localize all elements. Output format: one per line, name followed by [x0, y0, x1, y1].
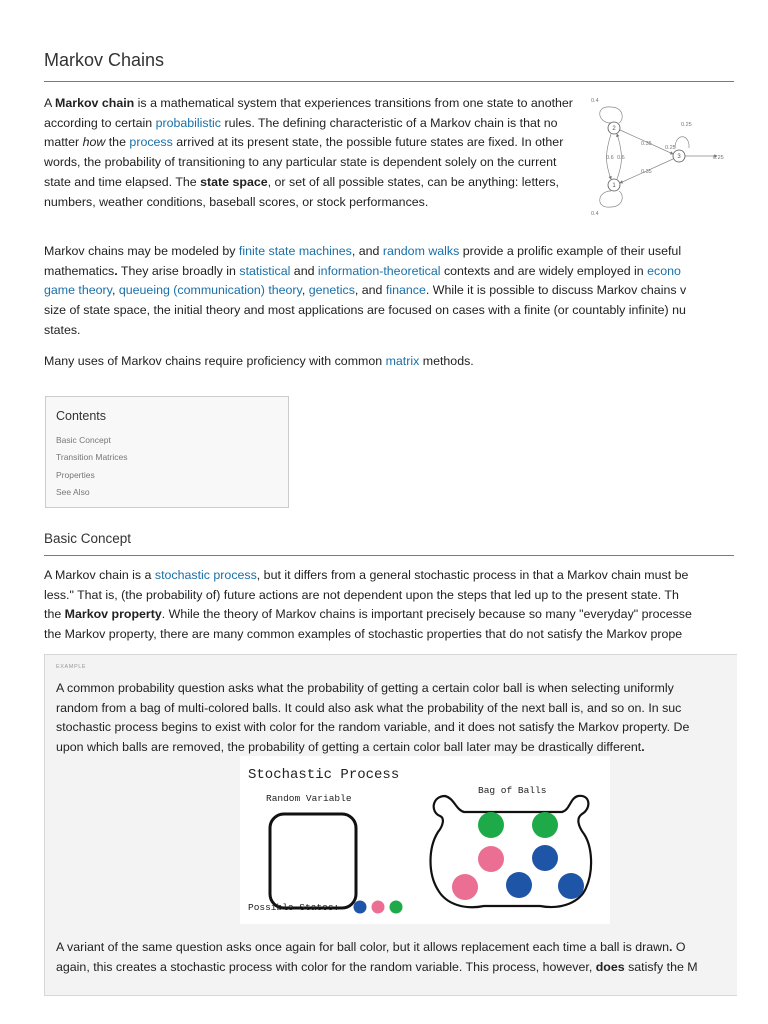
- state-swatch-green: [390, 901, 403, 914]
- bold-term: Markov chain: [55, 96, 135, 110]
- bold-period: .: [641, 740, 645, 755]
- link-statistical[interactable]: statistical: [239, 263, 291, 278]
- bold-term: does: [595, 959, 625, 974]
- text-line: the Markov property, there are many common examples of stochastic properties that do not satisfy the Markov prope: [44, 627, 683, 642]
- node-label: 2: [612, 126, 616, 132]
- toc-title: Contents: [56, 409, 107, 423]
- toc-item-basic-concept[interactable]: Basic Concept: [56, 435, 111, 445]
- edge-self-loop-2: [600, 107, 623, 123]
- edge-self-loop-3: [675, 137, 689, 148]
- text-line: states.: [44, 322, 81, 337]
- link-finite-state-machines[interactable]: finite state machines: [238, 244, 352, 258]
- text-line: less." That is, (the probability of) future actions are not dependent upon the steps that led up to the present state. Th: [44, 587, 679, 602]
- state-swatch-pink: [372, 901, 385, 914]
- ball-green: [532, 812, 558, 838]
- text: provide a prolific example of their useful: [459, 244, 682, 258]
- text: again, this creates a stochastic process with color for the random variable. This process, however,: [56, 959, 596, 974]
- example-label: EXAMPLE: [56, 664, 87, 670]
- text: , and: [351, 244, 383, 258]
- toc-item-properties[interactable]: Properties: [56, 469, 95, 480]
- text-line: stochastic process begins to exist with color for the random variable, and it does not satisfy the Markov property. De: [56, 720, 690, 735]
- edge-label: 0.35: [641, 141, 652, 147]
- link-finance[interactable]: finance: [385, 283, 426, 298]
- stochastic-process-illustration: [240, 756, 610, 924]
- example-box: [44, 654, 737, 996]
- ball-pink: [478, 846, 504, 872]
- text: Many uses of Markov chains require proficiency with common: [44, 354, 386, 368]
- text: A variant of the same question asks once again for ball color, but it allows replacement each time a ball is drawn: [56, 940, 669, 954]
- text: ,: [111, 283, 119, 298]
- text-line: [56, 938, 698, 958]
- edge-label: 0.25: [681, 122, 692, 128]
- edge-label: 0.35: [641, 169, 652, 175]
- text: satisfy the M: [624, 959, 698, 974]
- edge-label: 0.4: [591, 98, 599, 104]
- edge-self-loop-1: [600, 191, 623, 207]
- possible-states-label: Possible States:: [248, 902, 340, 913]
- text: Markov chains may be modeled by: [44, 244, 239, 258]
- ball-pink: [452, 874, 478, 900]
- text-line: [44, 242, 686, 262]
- example-paragraph: [56, 679, 689, 758]
- link-game-theory[interactable]: game theory: [44, 283, 112, 298]
- text: mathematics: [44, 263, 115, 278]
- section-heading-basic-concept: Basic Concept: [44, 531, 132, 546]
- link-random-walks[interactable]: random walks: [382, 244, 460, 258]
- ball-blue: [532, 845, 558, 871]
- bold-term: state space: [200, 174, 268, 189]
- basic-concept-paragraph: [44, 566, 692, 645]
- text: . While it is possible to discuss Markov chains v: [425, 283, 687, 298]
- text-line: [56, 958, 698, 978]
- text-line: [44, 262, 686, 282]
- random-variable-label: Random Variable: [266, 793, 352, 804]
- text: A: [44, 96, 56, 110]
- link-economics[interactable]: econo: [647, 263, 681, 278]
- state-swatch-blue: [354, 901, 367, 914]
- text: the: [105, 135, 130, 150]
- text: upon which balls are removed, the probability of getting a certain color ball later may be drastically different: [56, 740, 642, 755]
- text: O: [672, 940, 686, 954]
- text-line: [44, 566, 692, 586]
- link-process[interactable]: process: [129, 135, 173, 150]
- markov-state-graph: [585, 93, 735, 218]
- text-line: A common probability question asks what the probability of getting a certain color ball is when selecting uniformly: [56, 681, 674, 695]
- bold-period: .: [668, 940, 673, 954]
- text: and: [290, 263, 318, 278]
- title-divider: [44, 81, 734, 82]
- edge-label: 0.6: [606, 155, 614, 161]
- text-line: [44, 605, 692, 625]
- bag-of-balls-label: Bag of Balls: [478, 785, 547, 796]
- random-variable-box: [270, 814, 356, 908]
- text: arrived at its present state, the possible future states are fixed. In other words, the probability of transitioning to any particular state is dependent solely on the current state and time elapsed. The: [44, 135, 564, 189]
- text-line: [44, 281, 686, 301]
- text: They arise broadly in: [117, 263, 240, 278]
- example-variant-paragraph: [56, 938, 698, 977]
- link-genetics[interactable]: genetics: [308, 283, 355, 298]
- toc-item-transition-matrices[interactable]: Transition Matrices: [56, 452, 128, 463]
- text-line: random from a bag of multi-colored balls. It could also ask what the probability of the next ball is, and so on. In suc: [56, 700, 682, 715]
- text-line: [56, 738, 689, 758]
- link-probabilistic[interactable]: probabilistic: [155, 115, 222, 130]
- toc-list: [56, 432, 127, 502]
- bold-period: .: [114, 263, 118, 278]
- page-title: Markov Chains: [44, 50, 165, 70]
- edge-label: 0.25: [713, 155, 724, 161]
- text: methods.: [419, 354, 474, 368]
- text: is a mathematical system that experiences transitions from one state to another according to certain: [44, 96, 573, 130]
- text-line: size of state space, the initial theory and most applications are focused on cases with a finite (or countably infinite) nu: [44, 303, 686, 318]
- section-divider: [44, 555, 734, 556]
- ball-blue: [558, 873, 584, 899]
- matrix-paragraph: [44, 352, 474, 372]
- text: . While the theory of Markov chains is important precisely because so many "everyday" processe: [161, 607, 692, 622]
- node-label: 1: [612, 183, 616, 189]
- node-label: 3: [677, 154, 681, 160]
- intro-paragraph: [44, 94, 574, 212]
- text: ,: [301, 283, 309, 298]
- text: , but it differs from a general stochastic process in that a Markov chain must be: [256, 568, 689, 582]
- edge-label: 0.6: [617, 155, 625, 161]
- text: , and: [354, 283, 386, 298]
- link-stochastic-process[interactable]: stochastic process: [154, 568, 257, 582]
- table-of-contents: [45, 396, 289, 508]
- text: contexts and are widely employed in: [440, 263, 648, 278]
- illustration-title: Stochastic Process: [248, 767, 400, 783]
- link-queueing-theory[interactable]: queueing (communication) theory: [118, 283, 302, 298]
- text: A Markov chain is a: [44, 568, 155, 582]
- link-matrix[interactable]: matrix: [385, 354, 420, 368]
- text: rules. The defining characteristic of a Markov chain is that no matter: [44, 115, 558, 150]
- text: , or set of all possible states, can be anything: letters, numbers, weather conditions, baseball scores, or stock performances.: [44, 174, 559, 209]
- text: the: [44, 607, 65, 622]
- italic-term: how: [82, 135, 106, 150]
- ball-blue: [506, 872, 532, 898]
- edge-label: 0.25: [665, 145, 676, 151]
- applications-paragraph: [44, 242, 686, 341]
- bold-term: Markov property: [64, 607, 162, 622]
- link-information-theoretical[interactable]: information-theoretical: [317, 263, 441, 278]
- ball-green: [478, 812, 504, 838]
- edge-label: 0.4: [591, 211, 599, 217]
- toc-item-see-also[interactable]: See Also: [56, 487, 90, 498]
